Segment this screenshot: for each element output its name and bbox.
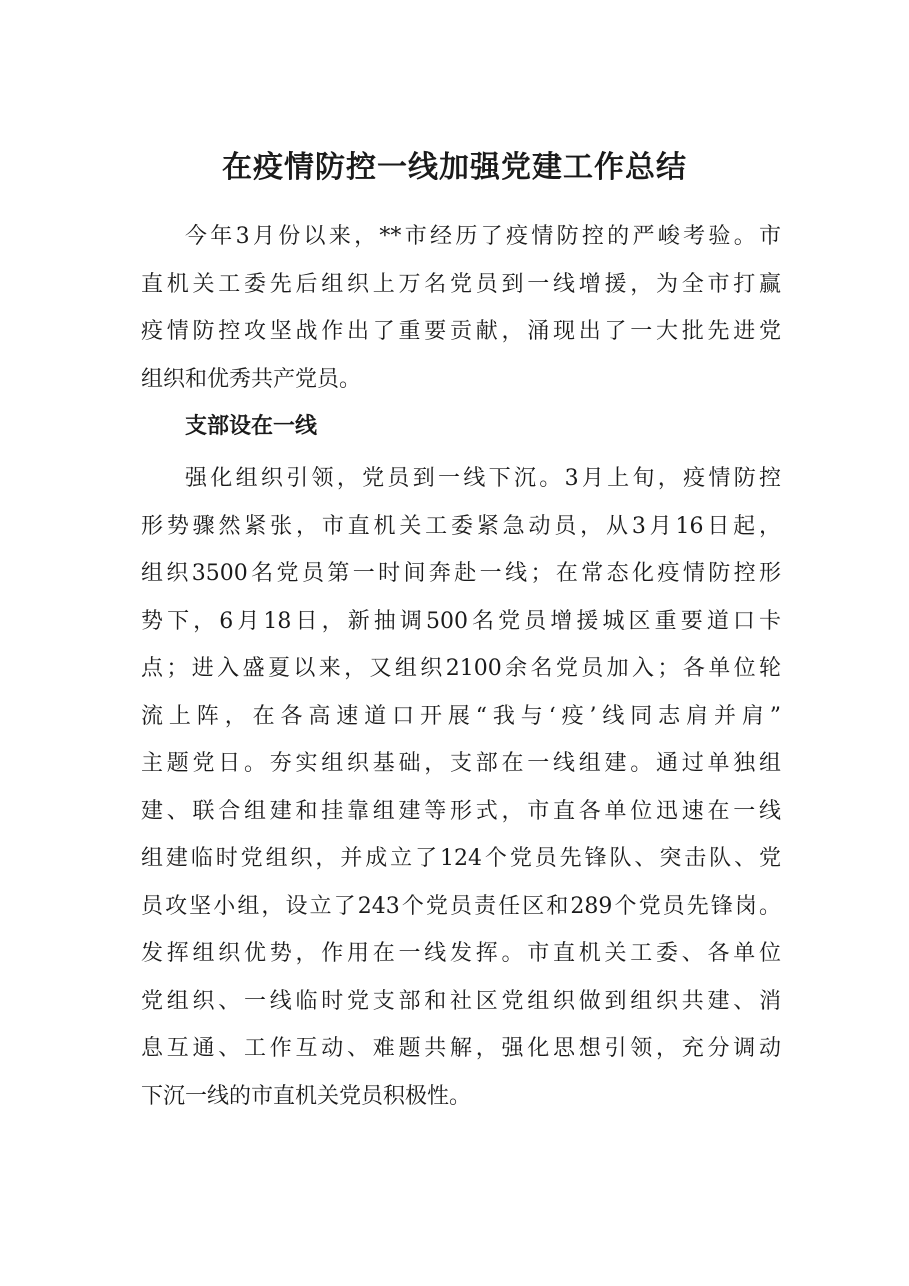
paragraph-line: 下沉一线的市直机关党员积极性。 (141, 1083, 472, 1109)
paragraph-line: 建、联合组建和挂靠组建等形式，市直各单位迅速在一线 (141, 798, 781, 824)
paragraph-line: 息互通、工作互动、难题共解，强化思想引领，充分调动 (141, 1036, 781, 1061)
paragraph-line: 形势骤然紧张，市直机关工委紧急动员，从3月16日起， (141, 513, 781, 539)
paragraph-line: 今年3月份以来，**市经历了疫情防控的严峻考验。市 (185, 224, 781, 249)
paragraph-line: 流上阵，在各高速道口开展“我与‘疫’线同志肩并肩” (141, 703, 781, 729)
paragraph-line: 党组织、一线临时党支部和社区党组织做到组织共建、消 (141, 988, 781, 1014)
paragraph-line: 员攻坚小组，设立了243个党员责任区和289个党员先锋岗。 (141, 893, 781, 919)
paragraph-line: 组织3500名党员第一时间奔赴一线；在常态化疫情防控形 (141, 561, 781, 586)
document-title: 在疫情防控一线加强党建工作总结 (222, 150, 687, 185)
paragraph-line: 主题党日。夯实组织基础，支部在一线组建。通过单独组 (141, 751, 781, 776)
paragraph-line: 强化组织引领，党员到一线下沉。3月上旬，疫情防控 (185, 466, 781, 491)
intro-paragraph (141, 213, 781, 403)
paragraph-line: 点；进入盛夏以来，又组织2100余名党员加入；各单位轮 (141, 656, 781, 681)
paragraph-line: 组建临时党组织，并成立了124个党员先锋队、突击队、党 (141, 846, 781, 871)
paragraph-line: 疫情防控攻坚战作出了重要贡献，涌现出了一大批先进党 (141, 319, 781, 344)
section-paragraph (141, 455, 781, 1120)
paragraph-line: 直机关工委先后组织上万名党员到一线增援，为全市打赢 (141, 271, 781, 297)
section-heading: 支部设在一线 (185, 413, 318, 439)
paragraph-line: 势下，6月18日，新抽调500名党员增援城区重要道口卡 (141, 608, 781, 634)
paragraph-line: 组织和优秀共产党员。 (141, 366, 362, 392)
paragraph-line: 发挥组织优势，作用在一线发挥。市直机关工委、各单位 (141, 941, 781, 966)
